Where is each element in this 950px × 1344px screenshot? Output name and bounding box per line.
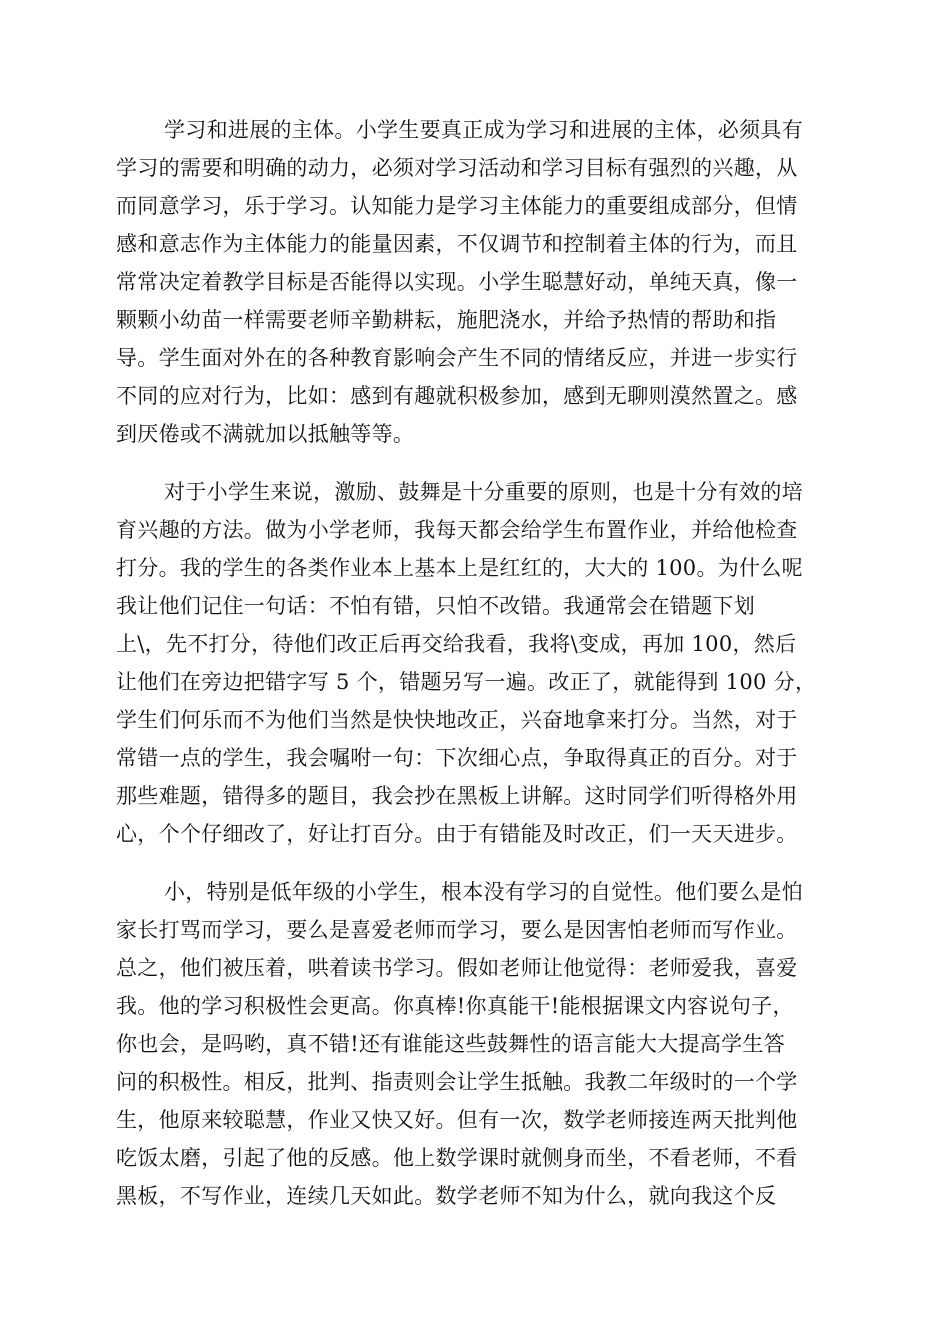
text-line: 我让他们记住一句话：不怕有错，只怕不改错。我通常会在错题下划 — [116, 594, 755, 618]
text-line: 导。学生面对外在的各种教育影响会产生不同的情绪反应，并进一步实行 — [116, 346, 798, 370]
text-line: 学习和进展的主体。小学生要真正成为学习和进展的主体，必须具有 — [164, 118, 803, 142]
text-line: 心，个个仔细改了，好让打百分。由于有错能及时改正，们一天天进步。 — [116, 822, 798, 846]
text-line: 常错一点的学生，我会嘱咐一句：下次细心点，争取得真正的百分。对于 — [116, 746, 798, 770]
text-line: 常常决定着教学目标是否能得以实现。小学生聪慧好动，单纯天真，像一 — [116, 270, 798, 294]
text-line: 不同的应对行为，比如：感到有趣就积极参加，感到无聊则漠然置之。感 — [116, 384, 798, 408]
text-line: 你也会，是吗哟，真不错!还有谁能这些鼓舞性的语言能大大提高学生答 — [116, 1032, 786, 1056]
text-line: 颗颗小幼苗一样需要老师辛勤耕耘，施肥浇水，并给予热情的帮助和指 — [116, 308, 777, 332]
text-line: 打分。我的学生的各类作业本上基本上是红红的，大大的 100。为什么呢 — [116, 556, 803, 580]
text-line: 问的积极性。相反，批判、指责则会让学生抵触。我教二年级时的一个学 — [116, 1070, 798, 1094]
text-line: 而同意学习，乐于学习。认知能力是学习主体能力的重要组成部分，但情 — [116, 194, 798, 218]
text-line: 黑板，不写作业，连续几天如此。数学老师不知为什么，就向我这个反 — [116, 1184, 777, 1208]
text-line: 感和意志作为主体能力的能量因素，不仅调节和控制着主体的行为，而且 — [116, 232, 798, 256]
text-line: 到厌倦或不满就加以抵触等等。 — [116, 422, 415, 446]
text-line: 生，他原来较聪慧，作业又快又好。但有一次，数学老师接连两天批判他 — [116, 1108, 798, 1132]
text-line: 上\，先不打分，待他们改正后再交给我看，我将\变成，再加 100，然后 — [116, 632, 797, 656]
text-line: 我。他的学习积极性会更高。你真棒!你真能干!能根据课文内容说句子， — [116, 994, 794, 1018]
text-line: 那些难题，错得多的题目，我会抄在黑板上讲解。这时同学们听得格外用 — [116, 784, 798, 808]
text-line: 小，特别是低年级的小学生，根本没有学习的自觉性。他们要么是怕 — [164, 880, 803, 904]
text-line: 对于小学生来说，激励、鼓舞是十分重要的原则，也是十分有效的培 — [164, 480, 803, 504]
text-line: 家长打骂而学习，要么是喜爱老师而学习，要么是因害怕老师而写作业。 — [116, 918, 798, 942]
text-line: 吃饭太磨，引起了他的反感。他上数学课时就侧身而坐，不看老师，不看 — [116, 1146, 798, 1170]
text-line: 让他们在旁边把错字写 5 个，错题另写一遍。改正了，就能得到 100 分， — [116, 670, 817, 694]
text-line: 学生们何乐而不为他们当然是快快地改正，兴奋地拿来打分。当然，对于 — [116, 708, 798, 732]
text-line: 学习的需要和明确的动力，必须对学习活动和学习目标有强烈的兴趣，从 — [116, 156, 798, 180]
text-line: 总之，他们被压着，哄着读书学习。假如老师让他觉得：老师爱我，喜爱 — [116, 956, 798, 980]
text-line: 育兴趣的方法。做为小学老师，我每天都会给学生布置作业，并给他检查 — [116, 518, 798, 542]
